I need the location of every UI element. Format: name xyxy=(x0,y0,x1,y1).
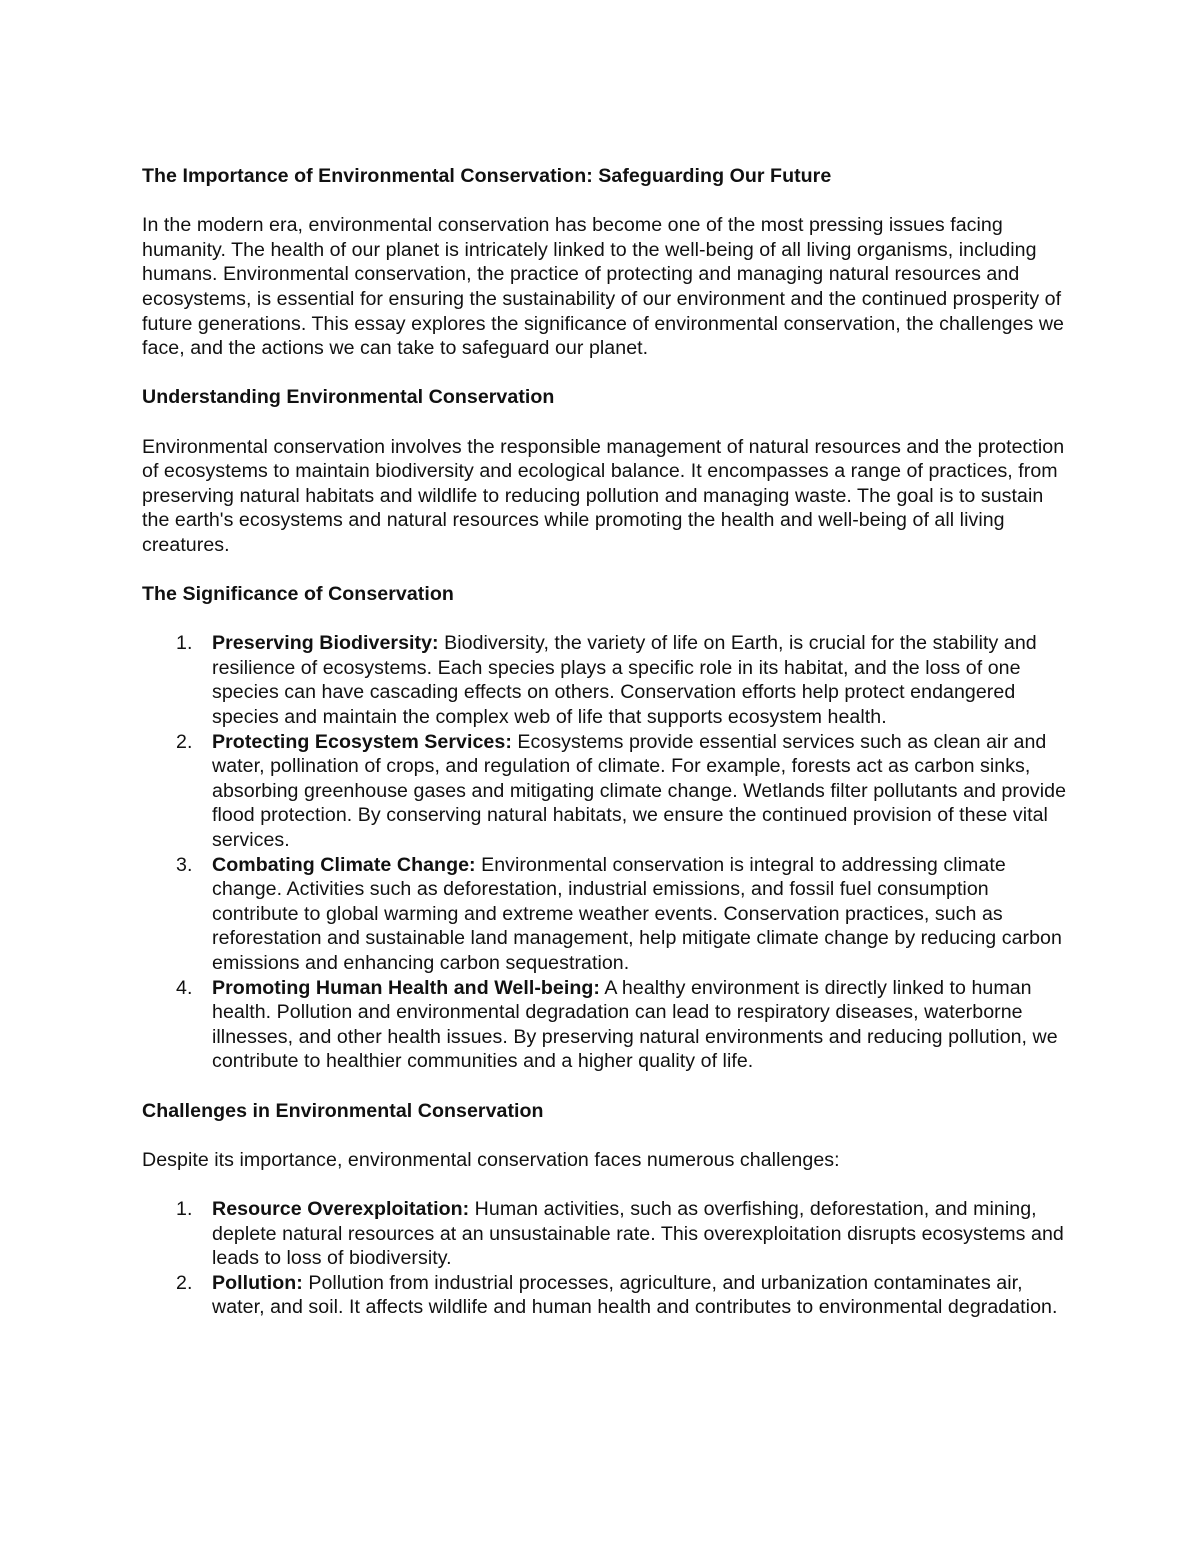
list-item-text: Ecosystems provide essential services such as clean air and water, pollination of crops, and regulation of climate. For example, forests act as carbon sinks, absorbing greenhouse gases and mitigating climate change. Wetlands filter pollutants and provide flood protection. By conserving natural habitats, we ensure the continued provision of these vital services. xyxy=(212,730,1067,852)
section-body-understanding: Environmental conservation involves the responsible management of natural resources and the protection of ecosystems to maintain biodiversity and ecological balance. It encompasses a range of practices, from preserving natural habitats and wildlife to reducing pollution and managing waste. The goal is to sustain the earth's ecosystems and natural resources while promoting the health and well-being of all living creatures. xyxy=(142,435,1065,556)
list-number: 3. xyxy=(176,853,193,876)
list-item-lead: Protecting Ecosystem Services: xyxy=(212,730,512,753)
list-item-text: Human activities, such as overfishing, deforestation, and mining, deplete natural resources at an unsustainable rate. This overexploitation disrupts ecosystems and leads to loss of biodiversity. xyxy=(212,1197,1064,1270)
intro-paragraph: In the modern era, environmental conservation has become one of the most pressing issues facing humanity. The health of our planet is intricately linked to the well-being of all living organisms, including humans. Environmental conservation, the practice of protecting and managing natural resources and ecosystems, is essential for ensuring the sustainability of our environment and the continued prosperity of future generations. This essay explores the significance of environmental conservation, the challenges we face, and the actions we can take to safeguard our planet. xyxy=(142,214,1064,360)
list-item-lead: Promoting Human Health and Well-being: xyxy=(212,976,600,999)
list-number: 1. xyxy=(176,1197,193,1220)
section-body-challenges: Despite its importance, environmental conservation faces numerous challenges: xyxy=(142,1148,840,1171)
challenges-list xyxy=(142,1197,1072,1320)
document-title: The Importance of Environmental Conservation: Safeguarding Our Future xyxy=(142,165,832,187)
list-item xyxy=(142,1197,1072,1271)
document-page xyxy=(142,164,1072,1320)
list-item-lead: Preserving Biodiversity: xyxy=(212,632,439,655)
list-item xyxy=(142,1271,1072,1320)
list-item-lead: Pollution: xyxy=(212,1271,303,1294)
section-heading-challenges: Challenges in Environmental Conservation xyxy=(142,1099,544,1122)
section-heading-significance: The Significance of Conservation xyxy=(142,583,454,606)
list-item xyxy=(142,853,1072,976)
list-item-text: Pollution from industrial processes, agriculture, and urbanization contaminates air, water, and soil. It affects wildlife and human health and contributes to environmental degradation. xyxy=(212,1271,1058,1319)
list-number: 1. xyxy=(176,632,193,655)
list-number: 4. xyxy=(176,976,193,999)
list-item xyxy=(142,976,1072,1074)
list-item-lead: Resource Overexploitation: xyxy=(212,1197,470,1220)
list-number: 2. xyxy=(176,1271,193,1294)
list-item-text: Biodiversity, the variety of life on Earth, is crucial for the stability and resilience of ecosystems. Each species plays a specific role in its habitat, and the loss of one species can have cascading effects on others. Conservation efforts help protect endangered species and maintain the complex web of life that supports ecosystem health. xyxy=(212,632,1037,729)
list-item-text: A healthy environment is directly linked to human health. Pollution and environmental degradation can lead to respiratory diseases, waterborne illnesses, and other health issues. By preserving natural environments and reducing pollution, we contribute to healthier communities and a higher quality of life. xyxy=(212,976,1058,1073)
list-item-text: Environmental conservation is integral to addressing climate change. Activities such as deforestation, industrial emissions, and fossil fuel consumption contribute to global warming and extreme weather events. Conservation practices, such as reforestation and sustainable land management, help mitigate climate change by reducing carbon emissions and enhancing carbon sequestration. xyxy=(212,853,1062,974)
section-heading-understanding: Understanding Environmental Conservation xyxy=(142,386,555,409)
list-number: 2. xyxy=(176,730,193,753)
list-item xyxy=(142,730,1072,853)
significance-list xyxy=(142,631,1072,1074)
list-item xyxy=(142,631,1072,729)
list-item-lead: Combating Climate Change: xyxy=(212,853,476,876)
